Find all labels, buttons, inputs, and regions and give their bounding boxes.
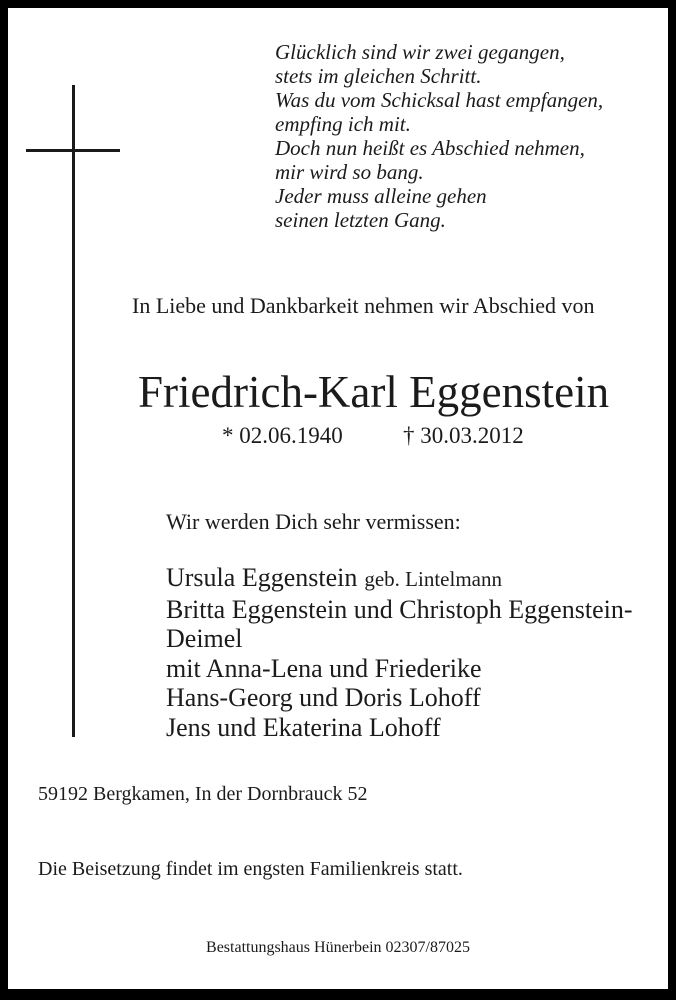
cross-horizontal-bar [26, 149, 120, 152]
family-address: 59192 Bergkamen, In der Dornbrauck 52 [38, 783, 368, 805]
mourner-line: mit Anna-Lena und Friederike [166, 653, 482, 683]
cross-vertical-bar [72, 85, 75, 737]
mourner-line: Britta Eggenstein und Christoph Eggenstein- [166, 594, 633, 624]
poem-line: seinen letzten Gang. [275, 208, 446, 232]
mourner-line: Deimel [166, 624, 243, 653]
mourners-list [166, 563, 633, 742]
farewell-intro: In Liebe und Dankbarkeit nehmen wir Abschied von [132, 293, 595, 318]
memorial-poem [275, 40, 603, 232]
funeral-home-footer: Bestattungshaus Hünerbein 02307/87025 [206, 939, 470, 956]
mourner-line [166, 563, 633, 595]
mourner-name: Ursula Eggenstein [166, 563, 358, 592]
poem-line: Was du vom Schicksal hast empfangen, [275, 88, 604, 112]
mourner-line: Jens und Ekaterina Lohoff [166, 712, 441, 742]
deceased-name: Friedrich-Karl Eggenstein [138, 367, 610, 417]
mourner-maiden-name: geb. Lintelmann [364, 567, 502, 591]
poem-line: Glücklich sind wir zwei gegangen, [275, 40, 565, 64]
death-date: † 30.03.2012 [403, 423, 524, 448]
poem-line: Doch nun heißt es Abschied nehmen, [275, 136, 585, 160]
poem-line: mir wird so bang. [275, 160, 424, 184]
poem-line: stets im gleichen Schritt. [275, 64, 482, 88]
miss-line: Wir werden Dich sehr vermissen: [166, 509, 461, 534]
mourner-line: Hans-Georg und Doris Lohoff [166, 683, 481, 712]
poem-line: empfing ich mit. [275, 112, 411, 136]
funeral-note: Die Beisetzung findet im engsten Familienkreis statt. [38, 858, 463, 880]
life-dates [222, 423, 524, 449]
poem-line: Jeder muss alleine gehen [275, 184, 487, 208]
birth-date: * 02.06.1940 [222, 423, 343, 448]
